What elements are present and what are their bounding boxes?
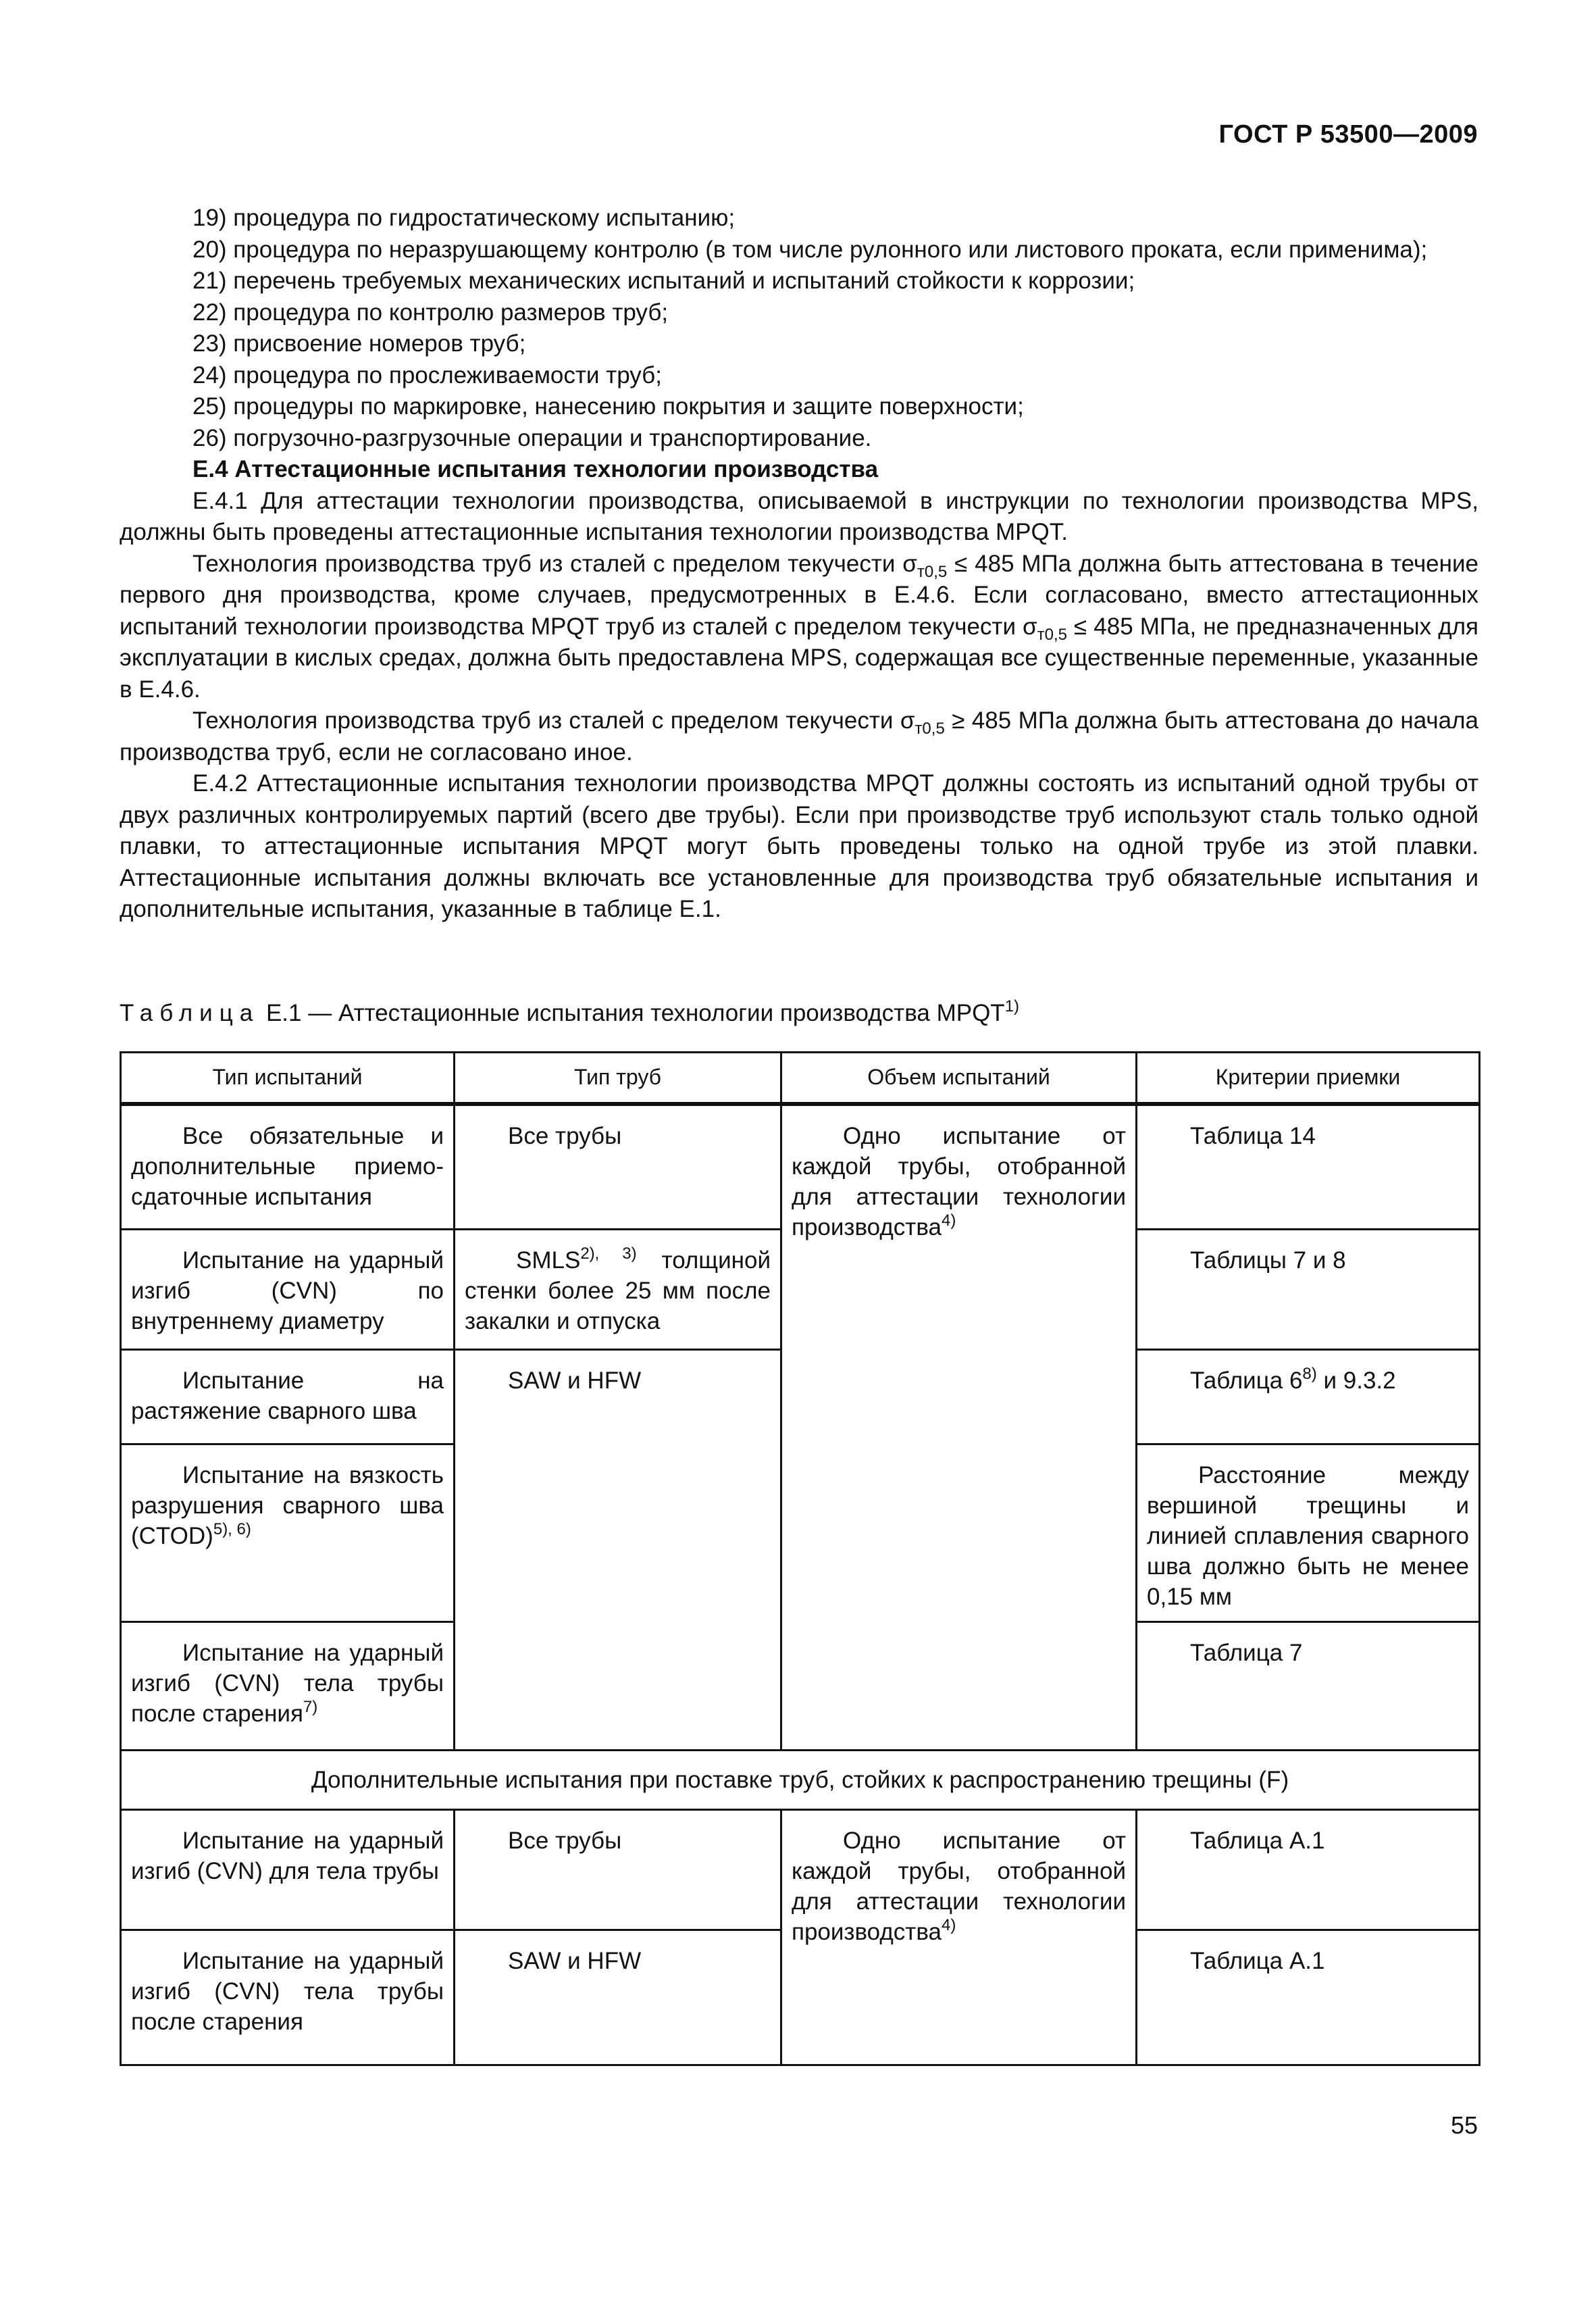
paragraph-yield-le-485: [120, 549, 1478, 706]
list-item: 26) погрузочно-разгрузочные операции и транспортирование.: [192, 424, 872, 451]
acceptance-cell: Таблица 7: [1137, 1621, 1480, 1750]
list-item: 25) процедуры по маркировке, нанесению покрытия и защите поверхности;: [192, 393, 1024, 420]
table-row: [121, 1104, 1480, 1230]
text-segment: и 9.3.2: [1316, 1367, 1396, 1394]
test-type-cell: [121, 1350, 455, 1444]
cell-text: Расстояние между вершиной трещины и линией сплавления сварного шва должно быть не менее 0,15 мм: [1147, 1462, 1469, 1611]
text-segment: Технология производства труб из сталей с пределом текучести σ: [192, 707, 915, 734]
footnote-ref: 8): [1302, 1365, 1317, 1384]
pipe-type-cell: SAW и HFW: [455, 1930, 781, 2065]
acceptance-cell: Таблицы 7 и 8: [1137, 1230, 1480, 1350]
subscript: т0,5: [1037, 625, 1068, 644]
cell-text: [792, 1121, 1126, 1242]
footnote-ref: 4): [942, 1211, 956, 1230]
caption-text: Е.1 — Аттестационные испытания технологии производства MPQT: [259, 1000, 1005, 1026]
list-item: 22) процедура по контролю размеров труб;: [192, 299, 669, 326]
text-segment: ≤ 485 МПа должна быть аттестована в течение первого дня производства, кроме случаев, предусмотренных в Е.4.6. Если согласовано, вместо аттестационных испытаний технологии производства MPQT труб из сталей с пределом текучести σ: [120, 550, 1478, 640]
text-segment: Одно испытание от каждой трубы, отобранной для аттестации технологии производства: [792, 1827, 1126, 1945]
paragraph-e41: Е.4.1 Для аттестации технологии производства, описываемой в инструкции по технологии производства MPS, должны быть проведены аттестационные испытания технологии производства MPQT.: [120, 487, 1478, 545]
pipe-type-cell: Все трубы: [455, 1809, 781, 1930]
acceptance-cell: [1137, 1350, 1480, 1444]
footnote-ref: 7): [303, 1697, 318, 1716]
list-item: 21) перечень требуемых механических испытаний и испытаний стойкости к коррозии;: [192, 268, 1135, 294]
subscript: т0,5: [917, 562, 948, 581]
caption-footnote: 1): [1004, 997, 1020, 1015]
list-item: 24) процедура по прослеживаемости труб;: [192, 361, 662, 388]
text-segment: Технология производства труб из сталей с пределом текучести σ: [192, 550, 917, 577]
column-header: Тип труб: [455, 1053, 781, 1104]
acceptance-cell: [1137, 1444, 1480, 1621]
page-number: 55: [1450, 2111, 1478, 2139]
section-heading: Е.4 Аттестационные испытания технологии производства: [192, 456, 879, 482]
list-item: 19) процедура по гидростатическому испытанию;: [192, 205, 736, 231]
column-header: Объем испытаний: [781, 1053, 1137, 1104]
column-header: Критерии приемки: [1137, 1053, 1480, 1104]
document-header: ГОСТ Р 53500—2009: [1218, 120, 1478, 149]
list-item: 23) присвоение номеров труб;: [192, 330, 526, 357]
cell-text: Испытание на ударный изгиб (CVN) по внутреннему диаметру: [131, 1247, 444, 1335]
cell-text: [465, 1245, 771, 1336]
caption-label: Таблица: [120, 1000, 260, 1026]
table-header-row: [121, 1053, 1480, 1104]
footnote-ref: 5), 6): [213, 1520, 251, 1539]
pipe-type-cell: SAW и HFW: [455, 1350, 781, 1750]
cell-text: Испытание на ударный изгиб (CVN) для тела трубы: [131, 1827, 444, 1884]
cell-text: Испытание на растяжение сварного шва: [131, 1367, 444, 1425]
cell-text: Испытание на ударный изгиб (CVN) тела трубы после старения: [131, 1947, 444, 2035]
text-segment: Одно испытание от каждой трубы, отобранной для аттестации технологии производства: [792, 1122, 1126, 1240]
acceptance-cell: Таблица 14: [1137, 1104, 1480, 1230]
list-item: 20) процедура по неразрушающему контролю (в том числе рулонного или листового проката, если применима);: [192, 236, 1428, 263]
text-segment: Испытание на ударный изгиб (CVN) тела трубы после старения: [131, 1639, 444, 1727]
acceptance-cell: Таблица А.1: [1137, 1930, 1480, 2065]
test-type-cell: [121, 1104, 455, 1230]
table-e1: [120, 1051, 1478, 2066]
footnote-ref: 4): [942, 1915, 956, 1934]
test-type-cell: [121, 1809, 455, 1930]
pipe-type-cell: [455, 1230, 781, 1350]
test-type-cell: [121, 1930, 455, 2065]
acceptance-cell: Таблица А.1: [1137, 1809, 1480, 1930]
test-volume-cell: [781, 1104, 1137, 1751]
cell-text: [131, 1638, 444, 1729]
subscript: т0,5: [915, 720, 945, 738]
test-type-cell: [121, 1444, 455, 1621]
test-type-cell: [121, 1230, 455, 1350]
table-caption: [120, 997, 1020, 1027]
text-segment: SMLS: [516, 1247, 581, 1274]
pipe-type-cell: Все трубы: [455, 1104, 781, 1230]
text-segment: толщиной стенки более 25 мм после закалки и отпуска: [465, 1247, 771, 1335]
table-section-row: [121, 1750, 1480, 1809]
paragraph-e42: Е.4.2 Аттестационные испытания технологии производства MPQT должны состоять из испытаний одной трубы от двух различных контролируемых партий (всего две трубы). Если при производстве труб используют сталь только одной плавки, то аттестационные испытания MPQT могут быть проведены только на одной трубе из этой плавки. Аттестационные испытания должны включать все установленные для производства труб обязательные испытания и дополнительные испытания, указанные в таблице Е.1.: [120, 770, 1478, 922]
test-type-cell: [121, 1621, 455, 1750]
test-volume-cell: [781, 1809, 1137, 2065]
text-segment: Испытание на вязкость разрушения сварного шва (CTOD): [131, 1462, 444, 1550]
table-row: [121, 1809, 1480, 1930]
section-row-label: Дополнительные испытания при поставке труб, стойких к распространению трещины (F): [121, 1750, 1480, 1809]
cell-text: [792, 1826, 1126, 1947]
text-segment: ≤ 485 МПа, не предназначенных для эксплуатации в кислых средах, должна быть предоставлена MPS, содержащая все существенные переменные, указанные в Е.4.6.: [120, 613, 1478, 703]
footnote-ref: 2), 3): [580, 1244, 637, 1263]
text-segment: Таблица 6: [1190, 1367, 1303, 1394]
paragraph-yield-ge-485: [120, 705, 1478, 768]
cell-text: [131, 1460, 444, 1551]
body-text: [120, 203, 1478, 926]
column-header: Тип испытаний: [121, 1053, 455, 1104]
text-segment: ≥ 485 МПа должна быть аттестована до начала производства труб, если не согласовано иное.: [120, 707, 1478, 765]
cell-text: Все обязательные и дополнительные приемо-сдаточные испытания: [131, 1122, 444, 1210]
